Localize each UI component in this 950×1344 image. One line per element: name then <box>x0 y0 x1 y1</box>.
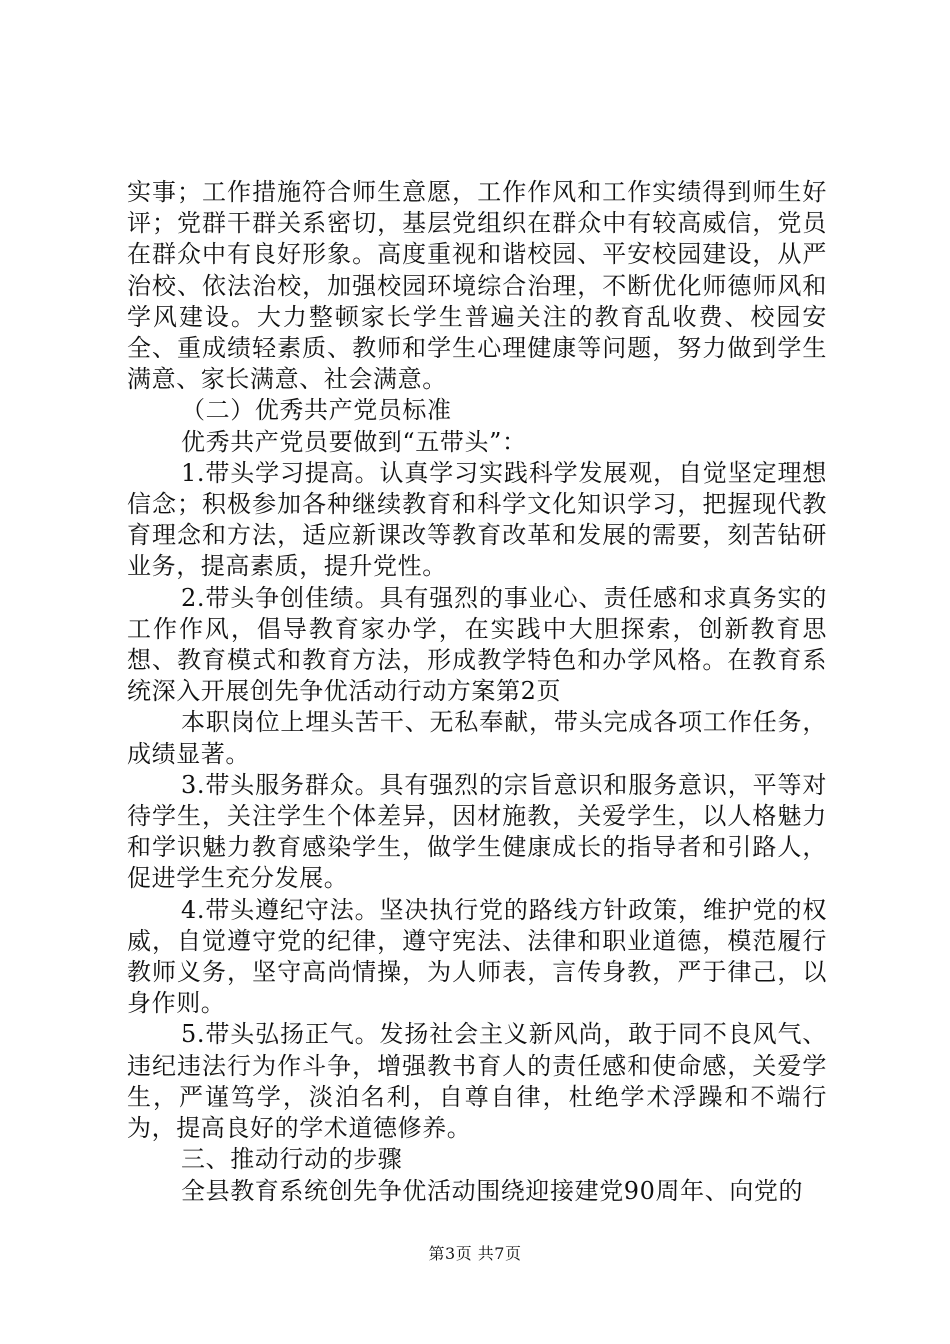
paragraph: 全县教育系统创先争优活动围绕迎接建党90周年、向党的 <box>181 1176 804 1205</box>
paragraph: 优秀共产党员要做到“五带头”： <box>181 427 527 456</box>
list-item: 1.带头学习提高。认真学习实践科学发展观，自觉坚定理想信念；积极参加各种继续教育和科学文化知识学习，把握现代教育理念和方法，适应新课改等教育改革和发展的需要，刻苦钻研业务，提高素质，提升党性。 <box>127 458 827 581</box>
page-number-label: 第3页 共7页 <box>428 1244 522 1263</box>
document-body <box>127 177 827 1207</box>
list-item: 3.带头服务群众。具有强烈的宗旨意识和服务意识，平等对待学生，关注学生个体差异，因材施教，关爱学生，以人格魅力和学识魅力教育感染学生，做学生健康成长的指导者和引路人，促进学生充分发展。 <box>127 770 827 893</box>
paragraph: 本职岗位上埋头苦干、无私奉献，带头完成各项工作任务，成绩显著。 <box>127 708 827 768</box>
section-heading: （二）优秀共产党员标准 <box>181 396 452 425</box>
list-item: 2.带头争创佳绩。具有强烈的事业心、责任感和求真务实的工作作风，倡导教育家办学，在实践中大胆探索，创新教育思想、教育模式和教育方法，形成教学特色和办学风格。在教育系统深入开展创先争优活动行动方案第2页 <box>127 583 827 706</box>
section-heading: 三、推动行动的步骤 <box>181 1145 403 1174</box>
list-item: 4.带头遵纪守法。坚决执行党的路线方针政策，维护党的权威，自觉遵守党的纪律，遵守宪法、法律和职业道德，模范履行教师义务，坚守高尚情操，为人师表，言传身教，严于律己，以身作则。 <box>127 895 827 1018</box>
paragraph: 实事；工作措施符合师生意愿，工作作风和工作实绩得到师生好评；党群干群关系密切，基层党组织在群众中有较高威信，党员在群众中有良好形象。高度重视和谐校园、平安校园建设，从严治校、依法治校，加强校园环境综合治理，不断优化师德师风和学风建设。大力整顿家长学生普遍关注的教育乱收费、校园安全、重成绩轻素质、教师和学生心理健康等问题，努力做到学生满意、家长满意、社会满意。 <box>127 178 827 394</box>
page-footer <box>0 1244 950 1264</box>
list-item: 5.带头弘扬正气。发扬社会主义新风尚，敢于同不良风气、违纪违法行为作斗争，增强教书育人的责任感和使命感，关爱学生，严谨笃学，淡泊名利，自尊自律，杜绝学术浮躁和不端行为，提高良好的学术道德修养。 <box>127 1020 827 1143</box>
